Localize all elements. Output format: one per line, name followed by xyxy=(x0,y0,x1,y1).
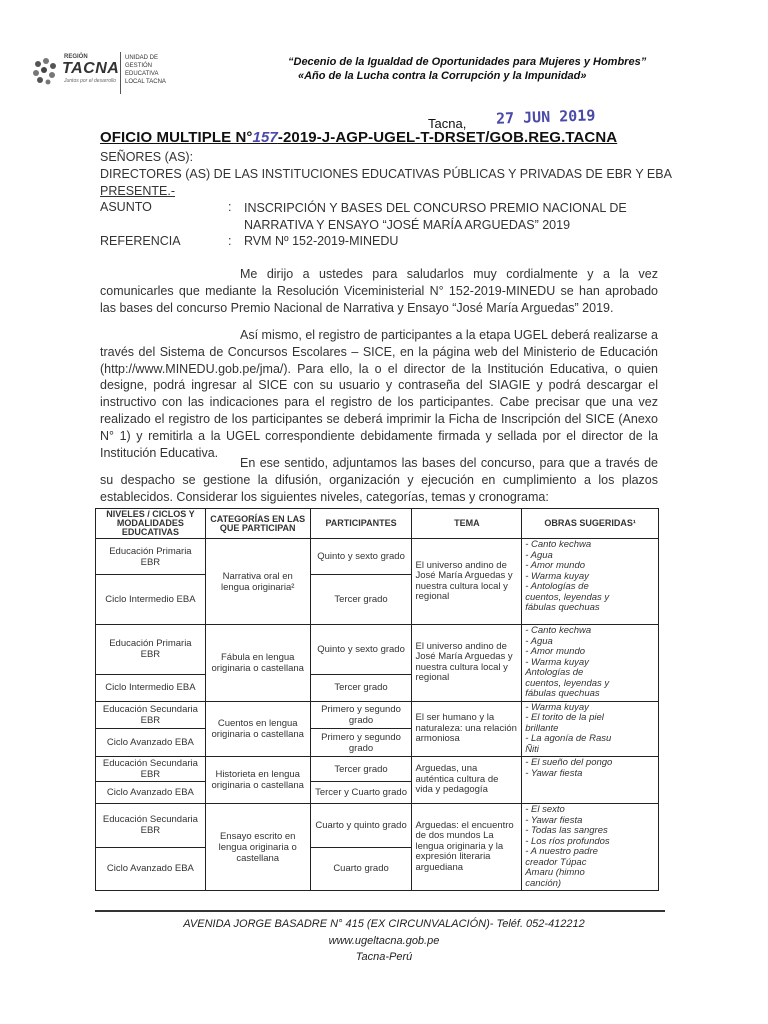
suggested-work: - El sueño del pongo xyxy=(525,757,613,768)
ugel-logo xyxy=(30,50,180,100)
table-row xyxy=(96,757,659,782)
header-participants: PARTICIPANTES xyxy=(310,509,412,539)
place-text: Tacna, xyxy=(428,116,467,131)
header-works: OBRAS SUGERIDAS¹ xyxy=(522,509,659,539)
participants-cell: Quinto y sexto grado xyxy=(310,539,412,575)
suggested-work: Antologías de xyxy=(525,667,584,678)
works-cell xyxy=(522,625,659,702)
suggested-work: - El torito de la piel xyxy=(525,712,604,723)
participants-cell: Tercer grado xyxy=(310,674,412,701)
participants-cell: Tercer y Cuarto grado xyxy=(310,782,412,804)
oficio-title xyxy=(100,129,617,146)
referencia-value: RVM Nº 152-2019-MINEDU xyxy=(244,234,399,248)
participants-cell: Tercer grado xyxy=(310,575,412,625)
footer-city: Tacna-Perú xyxy=(355,951,413,963)
paragraph-2 xyxy=(100,327,658,461)
asunto-value: INSCRIPCIÓN Y BASES DEL CONCURSO PREMIO NACIONAL DE NARRATIVA Y ENSAYO “JOSÉ MARÍA ARGUEDAS” 2019 xyxy=(244,201,627,232)
motto-line-2: «Año de la Lucha contra la Corrupción y la Impunidad» xyxy=(298,70,587,82)
category-cell: Cuentos en lengua originaria o castellana xyxy=(205,701,310,757)
category-cell: Ensayo escrito en lengua originaria o castellana xyxy=(205,804,310,891)
suggested-work: - Yawar fiesta xyxy=(525,814,583,826)
motto-line-1: “Decenio de la Igualdad de Oportunidades para Mujeres y Hombres” xyxy=(288,56,647,68)
logo-unit-line: GESTIÓN xyxy=(125,63,153,69)
oficio-number: 157 xyxy=(252,129,278,146)
paragraph-3-text: En ese sentido, adjuntamos las bases del concurso, para que a través de su despacho se gestione la difusión, organización y ejecución en cumplimiento a los plazos establecidos. Considerar los siguientes niveles, categorías, temas y cronograma: xyxy=(100,456,658,504)
logo-unit-line: LOCAL TACNA xyxy=(125,79,166,85)
logo-unit-text xyxy=(125,54,166,86)
suggested-work: - Todas las sangres xyxy=(525,825,608,836)
works-cell xyxy=(522,804,659,891)
level-cell: Ciclo Avanzado EBA xyxy=(96,847,206,891)
paragraph-2-text: Así mismo, el registro de participantes a la etapa UGEL deberá realizarse a través del Sistema de Concursos Escolares – SICE, en la página web del Ministerio de Educación (http://www.MINEDU.gob.pe/jma/). Para ello, la o el director de la Institución Educativa, o quien designe, podrá ingresar al SICE con su usuario y contraseña del SIAGIE y podrá descargar el instructivo con las indicaciones para el registro de los participantes. Cabe precisar que una vez realizado el registro de los participantes se deberá imprimir la Ficha de Inscripción del SICE (Anexo N° 1) y remitirla a la UGEL correspondiente debidamente firmada y sellada por el director de la Institución Educativa. xyxy=(100,328,658,460)
logo-tacna-text: TACNA xyxy=(62,60,120,77)
footer-address: AVENIDA JORGE BASADRE N° 415 (EX CIRCUNVALACIÓN)- Teléf. 052-412212 xyxy=(183,918,585,930)
referencia-colon: : xyxy=(228,234,232,248)
suggested-work: creador Túpac xyxy=(525,856,587,868)
theme-cell: El ser humano y la naturaleza: una relación armoniosa xyxy=(412,701,522,757)
participants-cell: Cuarto grado xyxy=(310,847,412,891)
category-cell: Fábula en lengua originaria o castellana xyxy=(205,625,310,702)
suggested-work: - Antologías de xyxy=(525,581,589,592)
participants-cell: Cuarto y quinto grado xyxy=(310,804,412,848)
logo-subtitle: Juntos por el desarrollo xyxy=(64,78,116,84)
level-cell: Educación Primaria EBR xyxy=(96,539,206,575)
level-cell: Ciclo Avanzado EBA xyxy=(96,782,206,804)
category-cell: Narrativa oral en lengua originaria² xyxy=(205,539,310,625)
suggested-work: cuentos, leyendas y xyxy=(525,677,610,689)
suggested-work: - Warma kuyay xyxy=(525,656,589,668)
participants-cell: Quinto y sexto grado xyxy=(310,625,412,675)
table-row xyxy=(96,539,659,575)
asunto-label: ASUNTO xyxy=(100,200,152,214)
date-stamp: 27 JUN 2019 xyxy=(495,106,596,128)
suggested-work: - Warma kuyay xyxy=(525,701,589,713)
level-cell: Ciclo Avanzado EBA xyxy=(96,729,206,757)
suggested-work: - La agonía de Rasu xyxy=(525,733,612,744)
suggested-work: - Yawar fiesta xyxy=(525,767,583,779)
header-theme: TEMA xyxy=(412,509,522,539)
suggested-work: - Canto kechwa xyxy=(525,625,592,636)
suggested-work: canción) xyxy=(525,877,562,889)
suggested-work: - Amor mundo xyxy=(525,560,586,571)
paragraph-1 xyxy=(100,266,658,316)
logo-region-text: REGIÓN xyxy=(64,54,88,60)
header-categories: CATEGORÍAS EN LAS QUE PARTICIPAN xyxy=(205,509,310,539)
logo-unit-line: EDUCATIVA xyxy=(125,71,159,77)
level-cell: Educación Secundaria EBR xyxy=(96,757,206,782)
participants-cell: Tercer grado xyxy=(310,757,412,782)
header-levels: NIVELES / CICLOS Y MODALIDADES EDUCATIVAS xyxy=(96,509,206,539)
suggested-work: brillante xyxy=(525,722,559,734)
level-cell: Ciclo Intermedio EBA xyxy=(96,674,206,701)
table-header-row xyxy=(96,509,659,539)
suggested-work: Amaru (himno xyxy=(525,867,585,878)
participants-cell: Primero y segundo grado xyxy=(310,729,412,757)
oficio-prefix: OFICIO MULTIPLE N° xyxy=(100,129,253,146)
suggested-work: - Agua xyxy=(525,549,553,561)
category-cell: Historieta en lengua originaria o castellana xyxy=(205,757,310,804)
theme-cell: Arguedas: el encuentro de dos mundos La lengua originaria y la expresión literaria arguediana xyxy=(412,804,522,891)
suggested-work: - El sexto xyxy=(525,804,565,815)
theme-cell: Arguedas, una auténtica cultura de vida y pedagogía xyxy=(412,757,522,804)
level-cell: Educación Primaria EBR xyxy=(96,625,206,675)
presente-text: PRESENTE.- xyxy=(100,184,176,198)
table-row xyxy=(96,804,659,848)
suggested-work: - Los ríos profundos xyxy=(525,835,610,847)
table-row xyxy=(96,625,659,675)
suggested-work: - Warma kuyay xyxy=(525,570,589,582)
level-cell: Ciclo Intermedio EBA xyxy=(96,575,206,625)
works-cell xyxy=(522,539,659,625)
suggested-work: - Agua xyxy=(525,635,553,647)
contest-table xyxy=(95,508,659,891)
recipients: DIRECTORES (AS) DE LAS INSTITUCIONES EDUCATIVAS PÚBLICAS Y PRIVADAS DE EBR Y EBA xyxy=(100,167,672,181)
suggested-work: fábulas quechuas xyxy=(525,688,600,699)
footer-website: www.ugeltacna.gob.pe xyxy=(328,935,440,947)
works-cell xyxy=(522,757,659,804)
suggested-work: cuentos, leyendas y xyxy=(525,591,610,603)
suggested-work: Ñiti xyxy=(525,743,539,755)
suggested-work: - Canto kechwa xyxy=(525,539,592,550)
logo-unit-line: UNIDAD DE xyxy=(125,55,159,61)
level-cell: Educación Secundaria EBR xyxy=(96,804,206,848)
suggested-work: - Amor mundo xyxy=(525,646,586,657)
suggested-work: - A nuestro padre xyxy=(525,846,598,857)
footer-divider xyxy=(95,910,665,912)
paragraph-1-text: Me dirijo a ustedes para saludarlos muy cordialmente y a la vez comunicarles que mediante la Resolución Viceministerial N° 152-2019-MINEDU se han aprobado las bases del concurso Premio Nacional de Narrativa y Ensayo “José María Arguedas” 2019. xyxy=(100,267,658,315)
logo-divider xyxy=(120,52,121,94)
works-cell xyxy=(522,701,659,757)
oficio-suffix: -2019-J-AGP-UGEL-T-DRSET/GOB.REG.TACNA xyxy=(277,129,618,146)
salutation: SEÑORES (AS): xyxy=(100,150,194,164)
asunto-colon: : xyxy=(228,200,232,214)
theme-cell: El universo andino de José María Arguedas y nuestra cultura local y regional xyxy=(412,625,522,702)
tacna-logo-mark-icon xyxy=(30,56,60,86)
referencia-label: REFERENCIA xyxy=(100,234,181,248)
participants-cell: Primero y segundo grado xyxy=(310,701,412,729)
paragraph-3 xyxy=(100,455,658,505)
theme-cell: El universo andino de José María Arguedas y nuestra cultura local y regional xyxy=(412,539,522,625)
level-cell: Educación Secundaria EBR xyxy=(96,701,206,729)
table-row xyxy=(96,701,659,729)
suggested-work: fábulas quechuas xyxy=(525,602,600,613)
